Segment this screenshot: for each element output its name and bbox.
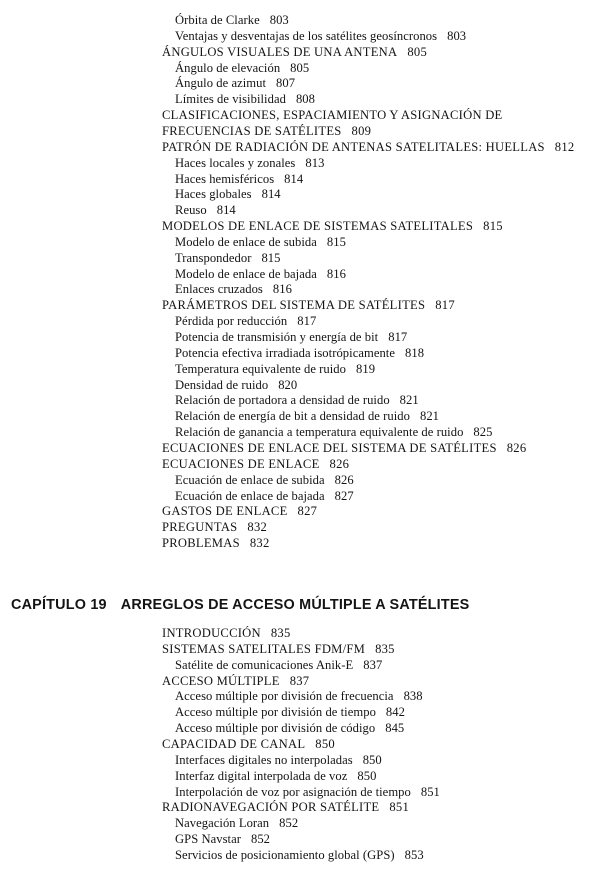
chapter-title: ARREGLOS DE ACCESO MÚLTIPLE A SATÉLITES <box>120 597 470 613</box>
toc-subentry <box>175 472 354 488</box>
toc-page-number: 817 <box>388 330 408 344</box>
toc-page-number: 851 <box>389 800 410 815</box>
toc-page-number: 850 <box>315 736 335 751</box>
toc-entry-title: Potencia efectiva irradiada isotrópicamente <box>175 345 395 360</box>
toc-subentry <box>175 815 298 831</box>
toc-page-number: 808 <box>295 92 315 107</box>
toc-page-number: 842 <box>385 705 405 720</box>
toc-heading-entry <box>162 641 395 657</box>
toc-entry-title: MODELOS DE ENLACE DE SISTEMAS SATELITALES <box>162 219 474 234</box>
toc-page-number: 814 <box>216 203 236 218</box>
toc-heading-entry <box>162 218 503 234</box>
toc-page-number: 805 <box>407 44 427 59</box>
toc-entry-title: Relación de portadora a densidad de ruido <box>175 393 390 408</box>
toc-page-number: 852 <box>250 832 271 847</box>
toc-subentry <box>175 313 316 329</box>
toc-subentry <box>175 488 354 504</box>
toc-subentry <box>175 784 440 800</box>
toc-page-number: 826 <box>506 440 527 455</box>
toc-entry-title: Haces locales y zonales <box>175 155 296 170</box>
toc-subentry <box>175 361 375 377</box>
toc-subentry <box>175 202 236 218</box>
toc-entry-title: PROBLEMAS <box>162 536 240 551</box>
toc-page-number: 817 <box>297 314 317 329</box>
toc-page-number: 809 <box>351 123 372 138</box>
toc-page-number: 837 <box>363 657 383 672</box>
toc-entry-title: Temperatura equivalente de ruido <box>175 361 347 376</box>
toc-entry-title: ECUACIONES DE ENLACE DEL SISTEMA DE SATÉLITES <box>162 440 497 455</box>
toc-entry-title: CLASIFICACIONES, ESPACIAMIENTO Y ASIGNACIÓN DE <box>162 108 503 123</box>
toc-page-number: 819 <box>356 361 376 376</box>
toc-page-number: 821 <box>419 409 440 424</box>
toc-entry-title: Interfaz digital interpolada de voz <box>175 768 348 783</box>
toc-page-number: 835 <box>270 626 291 640</box>
toc-heading-entry <box>162 673 309 689</box>
toc-entry-title: GASTOS DE ENLACE <box>162 504 288 519</box>
toc-subentry <box>175 345 424 361</box>
toc-page-number: 803 <box>447 28 467 43</box>
toc-entry-title: FRECUENCIAS DE SATÉLITES <box>162 123 342 138</box>
toc-subentry <box>175 768 376 784</box>
toc-entry-title: Densidad de ruido <box>175 377 269 392</box>
toc-subentry <box>175 831 270 847</box>
toc-page-number: 832 <box>249 536 270 551</box>
toc-entry-title: INTRODUCCIÓN <box>162 626 261 640</box>
toc-entry-title: ACCESO MÚLTIPLE <box>162 673 280 688</box>
toc-page-number: 837 <box>289 673 310 688</box>
toc-entry-title: CAPACIDAD DE CANAL <box>162 736 306 751</box>
toc-page-number: 805 <box>290 60 310 75</box>
toc-entry-title: Transpondedor <box>175 250 252 265</box>
toc-heading-entry <box>162 625 291 641</box>
toc-heading-entry <box>162 44 427 60</box>
toc-entry-title: Interfaces digitales no interpoladas <box>175 752 353 767</box>
toc-page-number: 845 <box>385 721 405 736</box>
toc-entry-title: Potencia de transmisión y energía de bit <box>175 330 379 344</box>
toc-page-number: 814 <box>261 187 281 202</box>
toc-entry-title: Relación de ganancia a temperatura equivalente de ruido <box>175 425 464 440</box>
toc-entry-title: RADIONAVEGACIÓN POR SATÉLITE <box>162 800 380 815</box>
toc-subentry <box>175 75 295 91</box>
toc-entry-title: Interpolación de voz por asignación de tiempo <box>175 784 411 799</box>
toc-page-number: 821 <box>399 393 419 408</box>
toc-page-number: 853 <box>404 847 424 862</box>
toc-entry-title: ECUACIONES DE ENLACE <box>162 456 320 471</box>
toc-subentry <box>175 60 309 76</box>
toc-entry-title: Haces hemisféricos <box>175 171 275 186</box>
toc-subentry <box>175 12 289 28</box>
toc-heading-entry <box>162 456 349 472</box>
toc-subentry <box>175 28 466 44</box>
toc-page-number: 815 <box>483 219 503 234</box>
toc-page-number: 803 <box>269 13 289 27</box>
toc-page-number: 818 <box>405 345 425 360</box>
toc-page-number: 815 <box>326 234 346 249</box>
toc-heading-entry <box>162 519 267 535</box>
toc-page-number: 815 <box>261 250 281 265</box>
toc-subentry <box>175 186 281 202</box>
toc-entry-title: Pérdida por reducción <box>175 314 288 329</box>
toc-entry-title: Ángulo de elevación <box>175 60 281 75</box>
toc-entry-title: PATRÓN DE RADIACIÓN DE ANTENAS SATELITALES: HUELLAS <box>162 139 545 154</box>
toc-subentry <box>175 234 346 250</box>
toc-page-number: 852 <box>279 816 299 831</box>
toc-entry-title: Relación de energía de bit a densidad de ruido <box>175 409 410 424</box>
toc-entry-title: Reuso <box>175 203 207 218</box>
toc-entry-title: Ángulo de azimut <box>175 76 267 91</box>
toc-page-number: 814 <box>284 171 304 186</box>
toc-subentry <box>175 329 407 345</box>
toc-page-number: 826 <box>334 472 354 487</box>
toc-subentry <box>175 91 315 107</box>
toc-page-number: 816 <box>272 282 292 297</box>
toc-subentry <box>175 424 492 440</box>
toc-page-number: 851 <box>420 784 440 799</box>
toc-entry-title: Navegación Loran <box>175 816 270 831</box>
toc-entry-title: Haces globales <box>175 187 252 202</box>
toc-page-number: 817 <box>435 298 455 313</box>
toc-subentry <box>175 657 382 673</box>
toc-subentry <box>175 704 405 720</box>
toc-page-number: 838 <box>403 689 423 704</box>
toc-page-number: 816 <box>326 266 346 281</box>
toc-page-number: 812 <box>554 139 575 154</box>
toc-page-number: 850 <box>362 752 382 767</box>
toc-page-number: 813 <box>305 155 325 170</box>
toc-entry-title: Acceso múltiple por división de tiempo <box>175 705 376 720</box>
toc-entry-title: Ventajas y desventajas de los satélites geosíncronos <box>175 28 438 43</box>
toc-page-number: 826 <box>329 456 350 471</box>
toc-entry-title: Ecuación de enlace de bajada <box>175 488 325 503</box>
toc-entry-title: PARÁMETROS DEL SISTEMA DE SATÉLITES <box>162 298 426 313</box>
toc-entry-title: Servicios de posicionamiento global (GPS) <box>175 847 395 862</box>
toc-page-number: 827 <box>334 488 354 503</box>
toc-subentry <box>175 847 424 863</box>
toc-entry-title: Modelo de enlace de subida <box>175 234 317 249</box>
toc-heading-entry <box>162 535 269 551</box>
toc-subentry <box>175 720 404 736</box>
toc-entry-title: SISTEMAS SATELITALES FDM/FM <box>162 641 366 656</box>
toc-entry-title: PREGUNTAS <box>162 520 238 535</box>
toc-subentry <box>175 392 419 408</box>
toc-subentry <box>175 408 439 424</box>
toc-page-number: 807 <box>276 76 296 91</box>
toc-entry-title: Enlaces cruzados <box>175 282 263 297</box>
toc-entry-title: Acceso múltiple por división de frecuencia <box>175 689 394 704</box>
toc-page-number: 850 <box>357 768 377 783</box>
toc-entry-title: Satélite de comunicaciones Anik-E <box>175 657 354 672</box>
chapter-heading <box>11 597 469 613</box>
toc-page-number: 827 <box>297 504 318 519</box>
toc-subentry <box>175 281 292 297</box>
toc-heading-entry <box>162 736 335 752</box>
toc-entry-title: Ecuación de enlace de subida <box>175 472 325 487</box>
toc-subentry <box>175 266 346 282</box>
toc-heading-entry <box>162 139 574 155</box>
toc-heading-entry <box>162 503 317 519</box>
toc-page-number: 832 <box>247 520 268 535</box>
toc-entry-title: GPS Navstar <box>175 832 241 847</box>
toc-entry-title: Acceso múltiple por división de código <box>175 721 376 736</box>
toc-entry-title: Límites de visibilidad <box>175 92 286 107</box>
toc-entry-title: ÁNGULOS VISUALES DE UNA ANTENA <box>162 44 398 59</box>
toc-heading-entry <box>162 107 502 123</box>
toc-subentry <box>175 171 303 187</box>
toc-entry-title: Órbita de Clarke <box>175 13 260 27</box>
chapter-label: CAPÍTULO 19 <box>11 597 107 613</box>
toc-heading-entry <box>162 297 455 313</box>
toc-page-number: 835 <box>375 641 395 656</box>
toc-heading-entry <box>162 799 409 815</box>
toc-page-number: 820 <box>278 377 298 392</box>
toc-subentry <box>175 377 297 393</box>
toc-subentry <box>175 250 281 266</box>
toc-subentry <box>175 688 423 704</box>
toc-entry-title: Modelo de enlace de bajada <box>175 266 317 281</box>
toc-subentry <box>175 155 324 171</box>
toc-page-number: 825 <box>473 425 493 440</box>
toc-subentry <box>175 752 382 768</box>
toc-heading-entry <box>162 440 526 456</box>
toc-heading-entry <box>162 123 371 139</box>
